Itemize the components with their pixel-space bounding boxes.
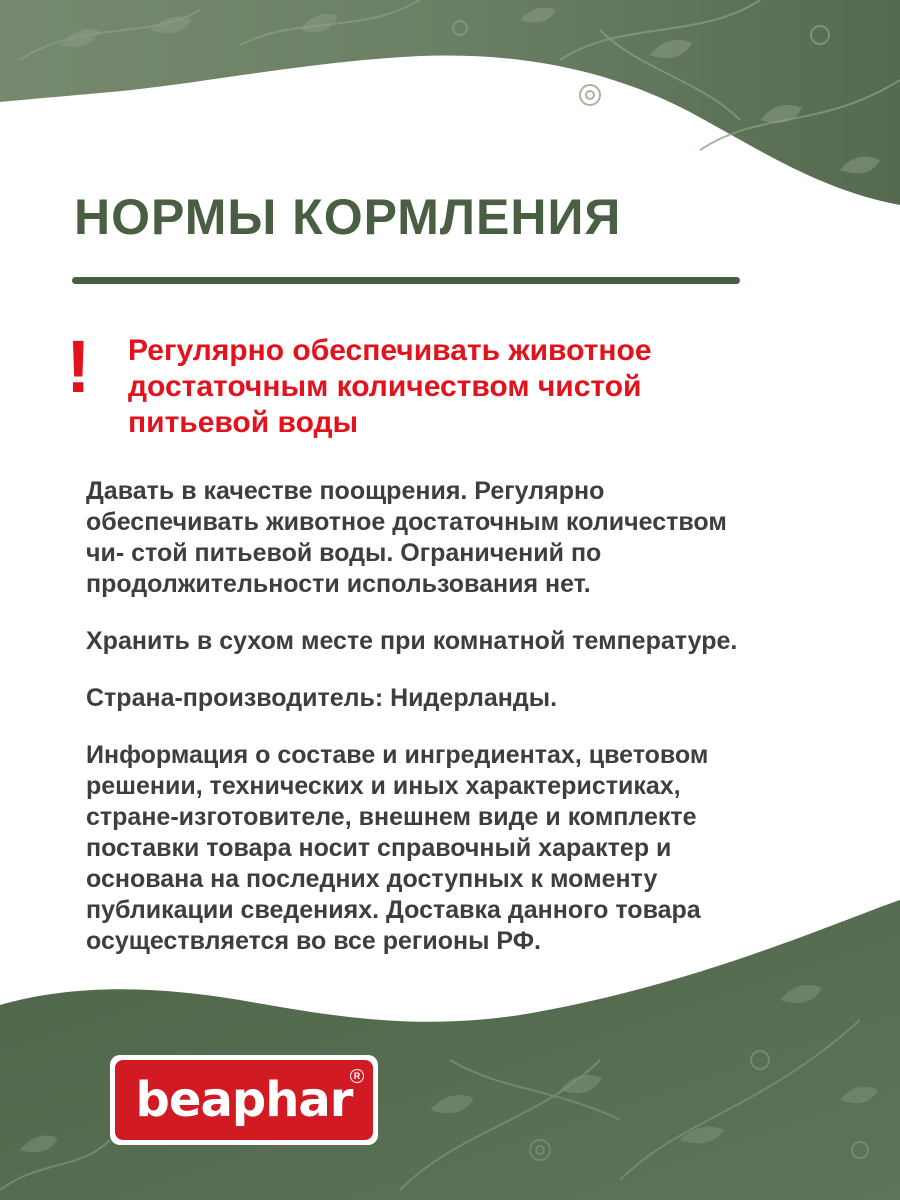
disclaimer-paragraph <box>86 740 846 957</box>
text-line: чи- стой питьевой воды. Ограничений по <box>86 539 602 567</box>
storage-paragraph: Хранить в сухом месте при комнатной температуре. <box>86 627 738 655</box>
text-line: Информация о составе и ингредиентах, цветовом <box>86 741 709 769</box>
warning-exclamation-icon: ! <box>66 325 91 408</box>
text-line: обеспечивать животное достаточным количеством <box>86 508 727 536</box>
registered-mark-icon: R <box>350 1069 364 1083</box>
country-paragraph: Страна-производитель: Нидерланды. <box>86 684 558 712</box>
warning-text <box>128 333 848 441</box>
warning-line: питьевой воды <box>128 406 359 439</box>
text-line: стране-изготовителе, внешнем виде и комплекте <box>86 803 697 831</box>
text-line: публикации сведениях. Доставка данного товара <box>86 896 701 924</box>
usage-paragraph <box>86 476 846 600</box>
text-line: осуществляется во все регионы РФ. <box>86 927 542 955</box>
text-line: поставки товара носит справочный характер и <box>86 834 672 862</box>
body-text <box>86 476 846 983</box>
warning-line: достаточным количеством чистой <box>128 370 642 403</box>
brand-logo-text: beaphar <box>135 1072 353 1128</box>
warning-line: Регулярно обеспечивать животное <box>128 334 652 367</box>
text-line: решении, технических и иных характеристиках, <box>86 772 681 800</box>
top-green-wave <box>0 0 900 205</box>
page-title: НОРМЫ КОРМЛЕНИЯ <box>74 189 622 245</box>
brand-logo <box>110 1055 378 1145</box>
text-line: продолжительности использования нет. <box>86 570 591 598</box>
text-line: основана на последних доступных к моменту <box>86 865 658 893</box>
text-line: Давать в качестве поощрения. Регулярно <box>86 477 605 505</box>
title-divider <box>72 277 740 284</box>
brand-logo-badge <box>115 1060 373 1140</box>
